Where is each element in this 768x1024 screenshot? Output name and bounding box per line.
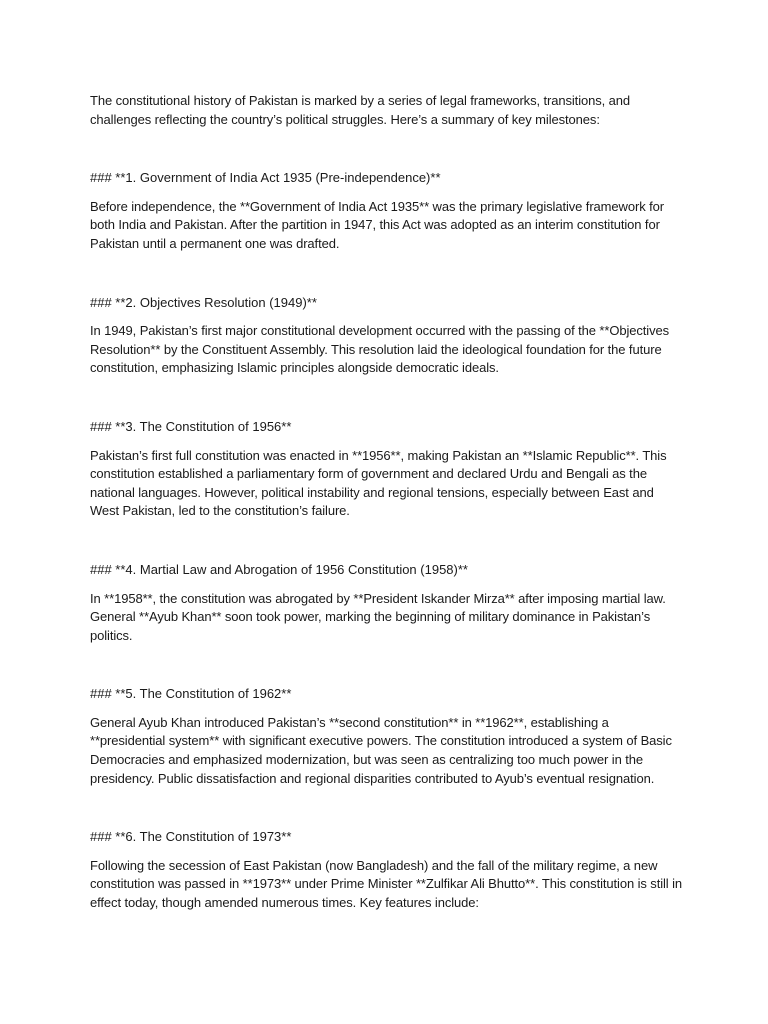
section-3 bbox=[90, 418, 686, 521]
section-6 bbox=[90, 828, 686, 912]
section-body: Following the secession of East Pakistan (now Bangladesh) and the fall of the military regime, a new constitution was passed in **1973** under Prime Minister **Zulfikar Ali Bhutto**. This constitution is still in effect today, though amended numerous times. Key features include: bbox=[90, 857, 683, 911]
section-body: In **1958**, the constitution was abrogated by **President Iskander Mirza** after imposing martial law. General **Ayub Khan** soon took power, marking the beginning of military dominance in Pakistan’s politics. bbox=[90, 590, 666, 643]
section-body: In 1949, Pakistan’s first major constitutional development occurred with the passing of the **Objectives Resolution** by the Constituent Assembly. This resolution laid the ideological foundation for the future constitution, emphasizing Islamic principles alongside democratic ideals. bbox=[90, 323, 670, 376]
section-heading: ### **4. Martial Law and Abrogation of 1956 Constitution (1958)** bbox=[90, 561, 468, 577]
section-body: Pakistan’s first full constitution was enacted in **1956**, making Pakistan an **Islamic Republic**. This constitution established a parliamentary form of government and declared Urdu and Bengali as the national languages. However, political instability and regional tensions, especially between East and West Pakistan, led to the constitution’s failure. bbox=[90, 447, 667, 519]
section-heading: ### **5. The Constitution of 1962** bbox=[90, 686, 292, 702]
section-2 bbox=[90, 294, 686, 378]
document-page bbox=[90, 92, 686, 913]
section-heading: ### **6. The Constitution of 1973** bbox=[90, 829, 292, 845]
intro-paragraph: The constitutional history of Pakistan is marked by a series of legal frameworks, transitions, and challenges reflecting the country’s political struggles. Here’s a summary of key milestones: bbox=[90, 93, 631, 127]
section-heading: ### **1. Government of India Act 1935 (Pre-independence)** bbox=[90, 170, 441, 186]
section-body: Before independence, the **Government of India Act 1935** was the primary legislative framework for both India and Pakistan. After the partition in 1947, this Act was adopted as an interim constitution for Pakistan until a permanent one was drafted. bbox=[90, 198, 664, 251]
section-body: General Ayub Khan introduced Pakistan’s **second constitution** in **1962**, establishing a **presidential system** with significant executive powers. The constitution introduced a system of Basic Democracies and emphasized modernization, but was seen as centralizing too much power in the presidency. Public dissatisfaction and regional disparities contributed to Ayub’s eventual resignation. bbox=[90, 714, 672, 786]
section-heading: ### **2. Objectives Resolution (1949)** bbox=[90, 294, 317, 310]
section-heading: ### **3. The Constitution of 1956** bbox=[90, 418, 292, 434]
section-5 bbox=[90, 685, 686, 788]
section-1 bbox=[90, 169, 686, 253]
section-4 bbox=[90, 561, 686, 645]
